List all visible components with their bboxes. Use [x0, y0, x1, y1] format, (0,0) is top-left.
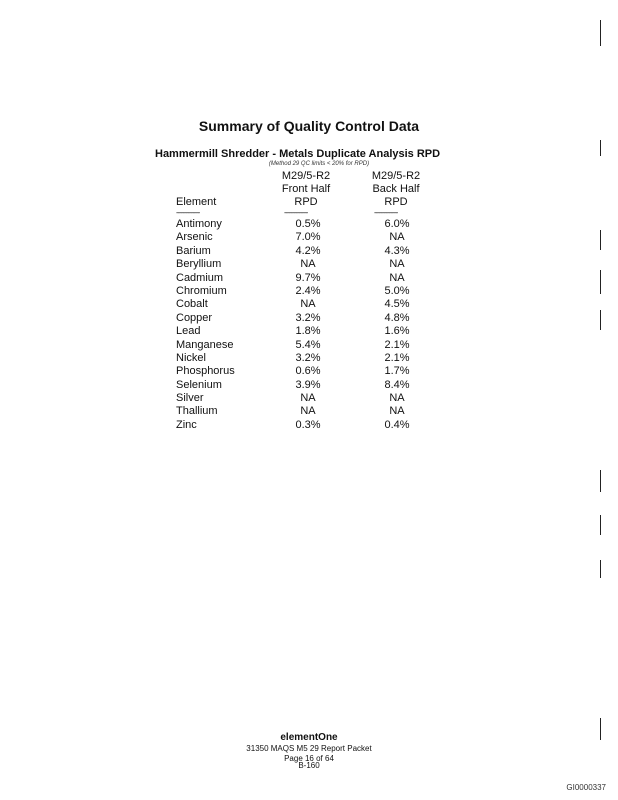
- front-half-header: [270, 170, 342, 209]
- element-name: Beryllium: [176, 258, 222, 271]
- back-half-rpd: 4.3%: [384, 244, 410, 257]
- back-half-rpd: NA: [389, 392, 405, 405]
- back-half-rpd: 5.0%: [384, 284, 410, 297]
- back-half-rpd: 1.6%: [384, 325, 410, 338]
- back-half-rpd: 4.5%: [384, 298, 410, 311]
- element-name: Phosphorus: [176, 365, 235, 378]
- scan-edge-mark: [600, 718, 601, 740]
- scan-edge-mark: [600, 560, 601, 578]
- element-name: Copper: [176, 311, 213, 324]
- qc-limits-note: (Method 29 QC limits < 20% for RPD): [268, 161, 370, 167]
- back-half-header-rule: --------------: [374, 208, 398, 217]
- page-title: Summary of Quality Control Data: [198, 118, 420, 134]
- element-name: Manganese: [176, 338, 234, 351]
- back-half-label: Back Half: [372, 183, 420, 195]
- front-half-rpd: 1.8%: [295, 325, 321, 338]
- back-half-rpd: 2.1%: [384, 351, 410, 364]
- front-half-rpd: 0.3%: [295, 418, 321, 431]
- front-half-rpd: 5.4%: [295, 338, 321, 351]
- back-half-rpd: 1.7%: [384, 365, 410, 378]
- front-half-rpd-label: RPD: [294, 196, 318, 208]
- element-name: Selenium: [176, 378, 222, 391]
- front-half-rpd: 3.9%: [295, 378, 321, 391]
- front-half-rpd: NA: [300, 392, 316, 405]
- scan-edge-mark: [600, 140, 601, 156]
- front-half-rpd: 7.0%: [295, 231, 321, 244]
- front-half-rpd: NA: [300, 258, 316, 271]
- company-logo-text: elementOne: [280, 732, 338, 743]
- page-count: Page 16 of 64: [284, 754, 334, 763]
- element-name: Arsenic: [176, 231, 213, 244]
- element-name: Lead: [176, 325, 201, 338]
- element-header: Element: [176, 196, 217, 208]
- report-packet-label: 31350 MAQS M5 29 Report Packet: [246, 744, 372, 753]
- front-half-rpd: NA: [300, 298, 316, 311]
- element-name: Chromium: [176, 284, 227, 297]
- scan-edge-mark: [600, 470, 601, 492]
- front-half-rpd: 4.2%: [295, 244, 321, 257]
- element-name: Thallium: [176, 405, 218, 418]
- element-name: Cobalt: [176, 298, 208, 311]
- back-half-rpd: NA: [389, 258, 405, 271]
- back-half-rpd-label: RPD: [384, 196, 408, 208]
- element-name: Antimony: [176, 218, 222, 230]
- front-half-label: Front Half: [281, 183, 331, 195]
- back-half-rpd: NA: [389, 271, 405, 284]
- back-half-rpd: NA: [389, 405, 405, 418]
- element-name: Barium: [176, 244, 211, 257]
- back-half-rpd: 2.1%: [384, 338, 410, 351]
- front-half-rpd: 3.2%: [295, 311, 321, 324]
- front-half-rpd: 0.6%: [295, 365, 321, 378]
- element-name: Zinc: [176, 418, 197, 431]
- back-half-rpd: NA: [389, 231, 405, 244]
- element-name: Nickel: [176, 351, 206, 364]
- back-half-header: [359, 170, 433, 209]
- back-half-rpd: 6.0%: [384, 218, 410, 230]
- front-half-rpd: NA: [300, 405, 316, 418]
- page-number: B-160: [298, 761, 320, 770]
- scan-edge-mark: [600, 20, 601, 46]
- back-half-rpd: 8.4%: [384, 378, 410, 391]
- bates-number: GI0000337: [566, 783, 606, 792]
- front-half-header-rule: --------------: [284, 208, 308, 217]
- scan-edge-mark: [600, 515, 601, 535]
- back-half-rpd: 0.4%: [384, 418, 410, 431]
- front-half-sample-id: M29/5-R2: [281, 170, 331, 182]
- element-name: Silver: [176, 392, 204, 405]
- front-half-rpd: 2.4%: [295, 284, 321, 297]
- table-subtitle: Hammermill Shredder - Metals Duplicate Analysis RPD: [155, 148, 441, 160]
- back-half-rpd: 4.8%: [384, 311, 410, 324]
- front-half-rpd: 3.2%: [295, 351, 321, 364]
- front-half-rpd: 9.7%: [295, 271, 321, 284]
- scan-edge-mark: [600, 310, 601, 330]
- front-half-rpd: 0.5%: [295, 218, 321, 230]
- element-name: Cadmium: [176, 271, 224, 284]
- scan-edge-mark: [600, 270, 601, 294]
- back-half-sample-id: M29/5-R2: [371, 170, 421, 182]
- scan-edge-mark: [600, 230, 601, 250]
- element-header-rule: --------------: [176, 208, 200, 217]
